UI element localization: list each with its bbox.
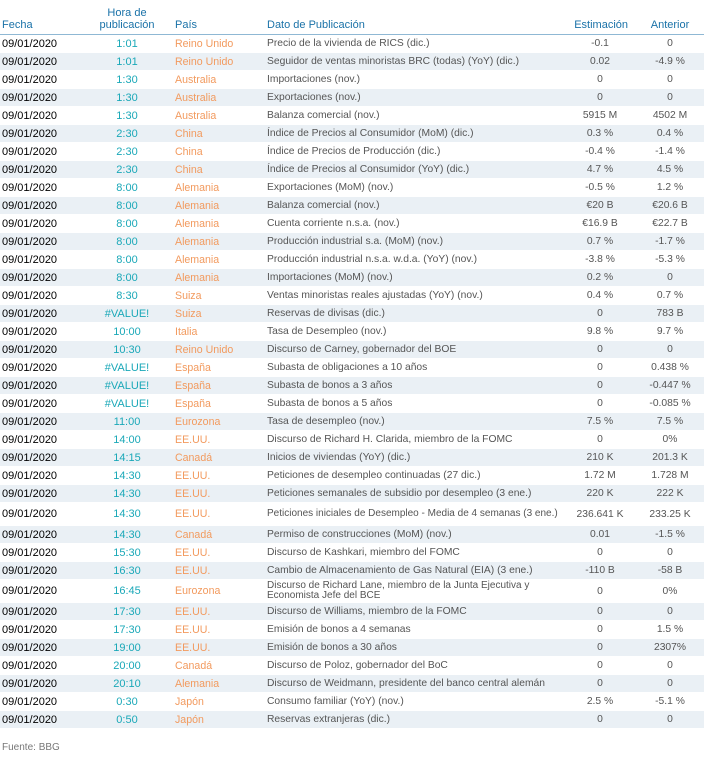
cell-anterior: 7.5 % xyxy=(636,413,704,431)
cell-hora: 8:30 xyxy=(80,287,174,305)
cell-estimacion: 210 K xyxy=(564,449,636,467)
cell-estimacion: 0.4 % xyxy=(564,287,636,305)
cell-pais: Canadá xyxy=(174,657,266,675)
header-dato: Dato de Publicación xyxy=(266,0,564,35)
cell-fecha: 09/01/2020 xyxy=(0,215,80,233)
cell-estimacion: 220 K xyxy=(564,485,636,503)
table-body xyxy=(0,35,704,729)
cell-pais: Canadá xyxy=(174,526,266,544)
table-row xyxy=(0,359,704,377)
cell-pais: EE.UU. xyxy=(174,544,266,562)
cell-estimacion: €20 B xyxy=(564,197,636,215)
cell-estimacion: 0.2 % xyxy=(564,269,636,287)
cell-pais: EE.UU. xyxy=(174,639,266,657)
cell-fecha: 09/01/2020 xyxy=(0,233,80,251)
cell-hora: 15:30 xyxy=(80,544,174,562)
cell-hora: 14:30 xyxy=(80,503,174,526)
cell-estimacion: 0.3 % xyxy=(564,125,636,143)
cell-pais: Reino Unido xyxy=(174,35,266,53)
cell-anterior: 783 B xyxy=(636,305,704,323)
cell-pais: Suiza xyxy=(174,287,266,305)
table-row xyxy=(0,413,704,431)
table-row xyxy=(0,395,704,413)
cell-fecha: 09/01/2020 xyxy=(0,526,80,544)
table-row xyxy=(0,161,704,179)
cell-hora: 2:30 xyxy=(80,125,174,143)
cell-hora: 8:00 xyxy=(80,269,174,287)
table-row xyxy=(0,526,704,544)
cell-hora: 0:50 xyxy=(80,711,174,729)
cell-fecha: 09/01/2020 xyxy=(0,107,80,125)
cell-anterior: 201.3 K xyxy=(636,449,704,467)
cell-dato: Reservas de divisas (dic.) xyxy=(266,305,564,323)
cell-pais: China xyxy=(174,143,266,161)
cell-pais: Australia xyxy=(174,107,266,125)
cell-anterior: 0 xyxy=(636,341,704,359)
cell-fecha: 09/01/2020 xyxy=(0,53,80,71)
cell-fecha: 09/01/2020 xyxy=(0,305,80,323)
cell-fecha: 09/01/2020 xyxy=(0,125,80,143)
cell-pais: EE.UU. xyxy=(174,621,266,639)
cell-fecha: 09/01/2020 xyxy=(0,197,80,215)
cell-pais: Canadá xyxy=(174,449,266,467)
cell-pais: Alemania xyxy=(174,269,266,287)
table-row xyxy=(0,639,704,657)
cell-hora: 2:30 xyxy=(80,143,174,161)
cell-hora: 10:30 xyxy=(80,341,174,359)
cell-fecha: 09/01/2020 xyxy=(0,562,80,580)
cell-pais: EE.UU. xyxy=(174,503,266,526)
cell-dato: Precio de la vivienda de RICS (dic.) xyxy=(266,35,564,53)
cell-fecha: 09/01/2020 xyxy=(0,431,80,449)
cell-hora: 16:30 xyxy=(80,562,174,580)
cell-pais: China xyxy=(174,161,266,179)
cell-fecha: 09/01/2020 xyxy=(0,413,80,431)
cell-hora: 10:00 xyxy=(80,323,174,341)
cell-estimacion: 0 xyxy=(564,621,636,639)
cell-fecha: 09/01/2020 xyxy=(0,287,80,305)
cell-pais: España xyxy=(174,377,266,395)
table-row xyxy=(0,125,704,143)
cell-anterior: 0% xyxy=(636,431,704,449)
cell-anterior: 4502 M xyxy=(636,107,704,125)
cell-anterior: 0 xyxy=(636,35,704,53)
cell-fecha: 09/01/2020 xyxy=(0,675,80,693)
cell-anterior: €22.7 B xyxy=(636,215,704,233)
table-row xyxy=(0,89,704,107)
cell-estimacion: 0.7 % xyxy=(564,233,636,251)
cell-anterior: 2307% xyxy=(636,639,704,657)
table-row xyxy=(0,107,704,125)
cell-dato: Tasa de desempleo (nov.) xyxy=(266,413,564,431)
cell-hora: 1:30 xyxy=(80,89,174,107)
cell-fecha: 09/01/2020 xyxy=(0,657,80,675)
table-row xyxy=(0,467,704,485)
cell-estimacion: 0 xyxy=(564,675,636,693)
cell-anterior: -1.4 % xyxy=(636,143,704,161)
cell-pais: EE.UU. xyxy=(174,485,266,503)
table-row xyxy=(0,449,704,467)
cell-estimacion: -0.4 % xyxy=(564,143,636,161)
cell-estimacion: 0.02 xyxy=(564,53,636,71)
cell-dato: Emisión de bonos a 30 años xyxy=(266,639,564,657)
cell-fecha: 09/01/2020 xyxy=(0,323,80,341)
cell-hora: 2:30 xyxy=(80,161,174,179)
table-row xyxy=(0,485,704,503)
cell-estimacion: 0 xyxy=(564,431,636,449)
cell-anterior: -1.5 % xyxy=(636,526,704,544)
cell-dato: Producción industrial s.a. (MoM) (nov.) xyxy=(266,233,564,251)
cell-anterior: 0 xyxy=(636,544,704,562)
cell-anterior: -5.1 % xyxy=(636,693,704,711)
cell-fecha: 09/01/2020 xyxy=(0,89,80,107)
cell-dato: Balanza comercial (nov.) xyxy=(266,197,564,215)
cell-pais: Alemania xyxy=(174,251,266,269)
cell-hora: 17:30 xyxy=(80,603,174,621)
cell-hora: 1:01 xyxy=(80,35,174,53)
cell-anterior: 1.5 % xyxy=(636,621,704,639)
cell-anterior: 0.438 % xyxy=(636,359,704,377)
cell-fecha: 09/01/2020 xyxy=(0,377,80,395)
cell-estimacion: 0 xyxy=(564,580,636,603)
cell-pais: EE.UU. xyxy=(174,603,266,621)
cell-fecha: 09/01/2020 xyxy=(0,359,80,377)
cell-estimacion: 7.5 % xyxy=(564,413,636,431)
table-row xyxy=(0,693,704,711)
cell-anterior: 0.4 % xyxy=(636,125,704,143)
cell-dato: Peticiones semanales de subsidio por desempleo (3 ene.) xyxy=(266,485,564,503)
cell-dato: Inicios de viviendas (YoY) (dic.) xyxy=(266,449,564,467)
cell-anterior: 0 xyxy=(636,71,704,89)
cell-pais: España xyxy=(174,359,266,377)
cell-pais: España xyxy=(174,395,266,413)
cell-pais: EE.UU. xyxy=(174,431,266,449)
cell-hora: 14:15 xyxy=(80,449,174,467)
cell-hora: 11:00 xyxy=(80,413,174,431)
cell-dato: Subasta de bonos a 3 años xyxy=(266,377,564,395)
table-row xyxy=(0,562,704,580)
cell-dato: Consumo familiar (YoY) (nov.) xyxy=(266,693,564,711)
cell-estimacion: -110 B xyxy=(564,562,636,580)
table-row xyxy=(0,603,704,621)
cell-estimacion: 5915 M xyxy=(564,107,636,125)
cell-anterior: 233.25 K xyxy=(636,503,704,526)
cell-pais: Alemania xyxy=(174,233,266,251)
cell-estimacion: €16.9 B xyxy=(564,215,636,233)
cell-dato: Permiso de construcciones (MoM) (nov.) xyxy=(266,526,564,544)
cell-hora: 8:00 xyxy=(80,215,174,233)
cell-anterior: -0.085 % xyxy=(636,395,704,413)
cell-fecha: 09/01/2020 xyxy=(0,711,80,729)
header-hora-line1: Hora de xyxy=(107,7,147,19)
cell-anterior: 4.5 % xyxy=(636,161,704,179)
cell-estimacion: 0 xyxy=(564,395,636,413)
cell-pais: Suiza xyxy=(174,305,266,323)
table-header xyxy=(0,0,704,35)
cell-estimacion: 0 xyxy=(564,359,636,377)
table-row xyxy=(0,251,704,269)
cell-dato: Exportaciones (nov.) xyxy=(266,89,564,107)
cell-dato: Balanza comercial (nov.) xyxy=(266,107,564,125)
cell-dato: Discurso de Kashkari, miembro del FOMC xyxy=(266,544,564,562)
cell-anterior: 0 xyxy=(636,89,704,107)
cell-fecha: 09/01/2020 xyxy=(0,269,80,287)
cell-dato: Tasa de Desempleo (nov.) xyxy=(266,323,564,341)
cell-fecha: 09/01/2020 xyxy=(0,449,80,467)
cell-fecha: 09/01/2020 xyxy=(0,503,80,526)
cell-hora: 8:00 xyxy=(80,251,174,269)
cell-anterior: -5.3 % xyxy=(636,251,704,269)
cell-estimacion: 0 xyxy=(564,603,636,621)
cell-estimacion: 0 xyxy=(564,71,636,89)
cell-dato: Índice de Precios al Consumidor (MoM) (dic.) xyxy=(266,125,564,143)
cell-pais: EE.UU. xyxy=(174,562,266,580)
cell-pais: Alemania xyxy=(174,179,266,197)
cell-pais: Italia xyxy=(174,323,266,341)
cell-hora: #VALUE! xyxy=(80,395,174,413)
cell-hora: 14:30 xyxy=(80,526,174,544)
cell-fecha: 09/01/2020 xyxy=(0,161,80,179)
cell-estimacion: -0.1 xyxy=(564,35,636,53)
cell-estimacion: 0 xyxy=(564,89,636,107)
cell-fecha: 09/01/2020 xyxy=(0,580,80,603)
cell-estimacion: 4.7 % xyxy=(564,161,636,179)
header-fecha: Fecha xyxy=(0,0,80,35)
cell-fecha: 09/01/2020 xyxy=(0,485,80,503)
cell-fecha: 09/01/2020 xyxy=(0,251,80,269)
header-pais: País xyxy=(174,0,266,35)
cell-pais: Eurozona xyxy=(174,580,266,603)
table-row xyxy=(0,71,704,89)
cell-hora: 8:00 xyxy=(80,179,174,197)
table-row xyxy=(0,657,704,675)
cell-hora: #VALUE! xyxy=(80,359,174,377)
cell-anterior: 0 xyxy=(636,657,704,675)
table-row xyxy=(0,287,704,305)
cell-estimacion: 0 xyxy=(564,305,636,323)
cell-pais: Australia xyxy=(174,71,266,89)
cell-dato: Índice de Precios de Producción (dic.) xyxy=(266,143,564,161)
cell-estimacion: 0.01 xyxy=(564,526,636,544)
cell-hora: 1:30 xyxy=(80,71,174,89)
cell-fecha: 09/01/2020 xyxy=(0,603,80,621)
cell-fecha: 09/01/2020 xyxy=(0,35,80,53)
cell-estimacion: 0 xyxy=(564,657,636,675)
cell-hora: 8:00 xyxy=(80,197,174,215)
cell-pais: China xyxy=(174,125,266,143)
cell-dato: Discurso de Richard H. Clarida, miembro de la FOMC xyxy=(266,431,564,449)
cell-dato: Cuenta corriente n.s.a. (nov.) xyxy=(266,215,564,233)
cell-hora: 14:00 xyxy=(80,431,174,449)
cell-dato: Discurso de Weidmann, presidente del banco central alemán xyxy=(266,675,564,693)
cell-hora: 14:30 xyxy=(80,467,174,485)
cell-fecha: 09/01/2020 xyxy=(0,693,80,711)
cell-fecha: 09/01/2020 xyxy=(0,467,80,485)
table-row xyxy=(0,197,704,215)
cell-estimacion: -3.8 % xyxy=(564,251,636,269)
cell-dato: Subasta de obligaciones a 10 años xyxy=(266,359,564,377)
table-row xyxy=(0,305,704,323)
cell-pais: Alemania xyxy=(174,197,266,215)
cell-estimacion: 9.8 % xyxy=(564,323,636,341)
cell-pais: Japón xyxy=(174,711,266,729)
cell-anterior: -58 B xyxy=(636,562,704,580)
cell-fecha: 09/01/2020 xyxy=(0,395,80,413)
cell-dato: Seguidor de ventas minoristas BRC (todas) (YoY) (dic.) xyxy=(266,53,564,71)
cell-hora: 16:45 xyxy=(80,580,174,603)
cell-estimacion: 0 xyxy=(564,639,636,657)
cell-hora: 20:00 xyxy=(80,657,174,675)
cell-anterior: 0 xyxy=(636,269,704,287)
cell-estimacion: -0.5 % xyxy=(564,179,636,197)
table-row xyxy=(0,179,704,197)
cell-dato: Emisión de bonos a 4 semanas xyxy=(266,621,564,639)
table-row xyxy=(0,580,704,603)
header-hora xyxy=(80,0,174,35)
cell-dato: Peticiones de desempleo continuadas (27 dic.) xyxy=(266,467,564,485)
cell-dato: Importaciones (nov.) xyxy=(266,71,564,89)
cell-hora: 0:30 xyxy=(80,693,174,711)
cell-anterior: -4.9 % xyxy=(636,53,704,71)
cell-fecha: 09/01/2020 xyxy=(0,143,80,161)
cell-anterior: 0% xyxy=(636,580,704,603)
cell-fecha: 09/01/2020 xyxy=(0,341,80,359)
cell-dato: Reservas extranjeras (dic.) xyxy=(266,711,564,729)
cell-hora: 17:30 xyxy=(80,621,174,639)
cell-fecha: 09/01/2020 xyxy=(0,621,80,639)
cell-hora: #VALUE! xyxy=(80,377,174,395)
cell-anterior: 1.2 % xyxy=(636,179,704,197)
source-note: Fuente: BBG xyxy=(2,742,60,753)
cell-anterior: 0 xyxy=(636,675,704,693)
cell-dato: Índice de Precios al Consumidor (YoY) (dic.) xyxy=(266,161,564,179)
cell-hora: 14:30 xyxy=(80,485,174,503)
header-estimacion: Estimación xyxy=(564,0,636,35)
cell-pais: Alemania xyxy=(174,675,266,693)
table-row xyxy=(0,377,704,395)
table-row xyxy=(0,323,704,341)
cell-anterior: 0.7 % xyxy=(636,287,704,305)
cell-pais: Reino Unido xyxy=(174,341,266,359)
cell-fecha: 09/01/2020 xyxy=(0,544,80,562)
cell-dato: Cambio de Almacenamiento de Gas Natural (EIA) (3 ene.) xyxy=(266,562,564,580)
cell-estimacion: 0 xyxy=(564,544,636,562)
table-row xyxy=(0,544,704,562)
cell-hora: 1:01 xyxy=(80,53,174,71)
table-row xyxy=(0,621,704,639)
cell-pais: EE.UU. xyxy=(174,467,266,485)
cell-dato: Discurso de Williams, miembro de la FOMC xyxy=(266,603,564,621)
cell-estimacion: 0 xyxy=(564,341,636,359)
table-row xyxy=(0,53,704,71)
cell-dato: Discurso de Carney, gobernador del BOE xyxy=(266,341,564,359)
cell-dato: Discurso de Richard Lane, miembro de la Junta Ejecutiva y Economista Jefe del BCE xyxy=(266,580,564,603)
cell-anterior: 9.7 % xyxy=(636,323,704,341)
table-row xyxy=(0,341,704,359)
cell-anterior: 222 K xyxy=(636,485,704,503)
table-row xyxy=(0,711,704,729)
cell-pais: Alemania xyxy=(174,215,266,233)
table-row xyxy=(0,675,704,693)
cell-estimacion: 236.641 K xyxy=(564,503,636,526)
cell-fecha: 09/01/2020 xyxy=(0,71,80,89)
cell-estimacion: 1.72 M xyxy=(564,467,636,485)
table-row xyxy=(0,431,704,449)
header-hora-line2: publicación xyxy=(99,19,155,31)
cell-pais: Australia xyxy=(174,89,266,107)
cell-hora: 1:30 xyxy=(80,107,174,125)
cell-estimacion: 2.5 % xyxy=(564,693,636,711)
table-row xyxy=(0,233,704,251)
cell-fecha: 09/01/2020 xyxy=(0,639,80,657)
cell-anterior: €20.6 B xyxy=(636,197,704,215)
table-row xyxy=(0,143,704,161)
cell-hora: 19:00 xyxy=(80,639,174,657)
cell-hora: 20:10 xyxy=(80,675,174,693)
cell-anterior: -0.447 % xyxy=(636,377,704,395)
cell-dato: Producción industrial n.s.a. w.d.a. (YoY) (nov.) xyxy=(266,251,564,269)
cell-anterior: -1.7 % xyxy=(636,233,704,251)
cell-hora: #VALUE! xyxy=(80,305,174,323)
table-row xyxy=(0,35,704,53)
cell-hora: 8:00 xyxy=(80,233,174,251)
cell-pais: Eurozona xyxy=(174,413,266,431)
cell-estimacion: 0 xyxy=(564,377,636,395)
table-row xyxy=(0,503,704,526)
cell-anterior: 1.728 M xyxy=(636,467,704,485)
cell-estimacion: 0 xyxy=(564,711,636,729)
cell-dato: Importaciones (MoM) (nov.) xyxy=(266,269,564,287)
table-row xyxy=(0,215,704,233)
cell-dato: Exportaciones (MoM) (nov.) xyxy=(266,179,564,197)
cell-fecha: 09/01/2020 xyxy=(0,179,80,197)
cell-anterior: 0 xyxy=(636,711,704,729)
cell-pais: Reino Unido xyxy=(174,53,266,71)
cell-dato: Ventas minoristas reales ajustadas (YoY) (nov.) xyxy=(266,287,564,305)
cell-dato: Peticiones iniciales de Desempleo - Media de 4 semanas (3 ene.) xyxy=(266,503,564,526)
table-row xyxy=(0,269,704,287)
cell-dato: Discurso de Poloz, gobernador del BoC xyxy=(266,657,564,675)
header-anterior: Anterior xyxy=(636,0,704,35)
cell-dato: Subasta de bonos a 5 años xyxy=(266,395,564,413)
cell-pais: Japón xyxy=(174,693,266,711)
cell-anterior: 0 xyxy=(636,603,704,621)
